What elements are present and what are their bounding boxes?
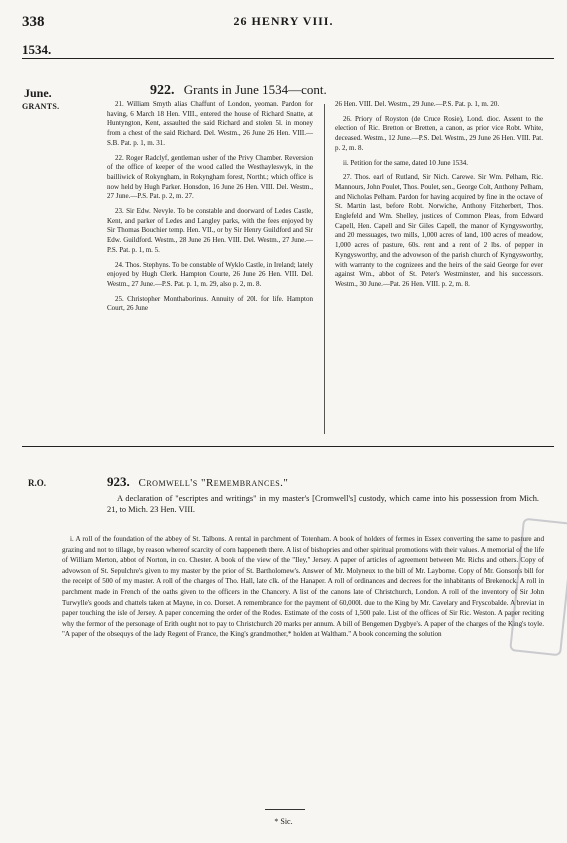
item-25: 25. Christopher Monthaborinus. Annuity of 20l. for life. Hampton Court, 26 June	[107, 294, 313, 313]
entry-923-declaration: A declaration of "escriptes and writings" in my master's [Cromwell's] custody, which came into his possession from Mich. 21, to Mich. 23 Hen. VIII.	[107, 494, 539, 514]
item-26-ii: ii. Petition for the same, dated 10 June 1534.	[343, 158, 469, 167]
entry-923-title: Cromwell's "Remembrances."	[138, 477, 289, 489]
margin-ro: R.O.	[28, 478, 46, 488]
footnote-rule	[265, 809, 305, 810]
margin-year: 1534.	[22, 42, 52, 57]
page-number: 338	[22, 14, 45, 30]
right-column	[335, 100, 543, 295]
entry-923-roll: i. A roll of the foundation of the abbey of St. Talbons. A rental in parchment of Totenham. A book of holders of fermes in Essex converting the same to pasture and grazing and not to tillage, by reason whereof scarcity of corn happeneth there. A list of bishopries and other spiritual promotions with their values. A memorial of the life of William Merton, abbot of Norton, in co. Chester. A book of the view of the "Iley," Jersey. A paper of articles of agreement between Mr. Richs and others. Copy of advowson of St. Sepulchre's given to my master by the prior of St. Bartholomew's. Answer of Mr. Molyneux to the bill of Mr. Layborne. Copy of Mr. Gonson's bill for the receipt of 500 of my master. A roll of the charges of Tho. Hall, late clk. of the Hanaper. A roll of ordinances and decrees for the inhabitants of Brekenock. A roll in parchment made in French of the oaths given to the officers in the Chancery. A list of the canons late of Christchurch, London. A roll of the inventory of Sir John Turwylle's goods and chattels taken at Mayne, in co. Dorset. A remembrance for the payment of 60,000l. due to the King by Mr. Cavelary and Fryscobalde. A breviat in paper touching the isle of Jersey. A paper concerning the order of the Rodes. Estimate of the costs of 1,500 pale. List of the offices of Sir Ric. Weston. A paper reciting why the fermor of the personage of Erith ought not to pay to Christchurch 20 marks per annum. A bill of Bengemen Dygbye's. A paper of the charges of the King's toyle. "A paper of the obsequys of the lady Regent of France, the King's grandmother,* holden at Waltham." A book concerning the solution	[62, 535, 544, 639]
column-divider	[324, 104, 325, 434]
item-23: 23. Sir Edw. Nevyle. To be constable and doorward of Ledes Castle, Kent, and parker of Ledes and Langley parks, with the fees enjoyed by Sir Thomas Bouchier temp. Hen. VII., or by Sir Henry Guildford and Sir Edw. Guildford. Westm., 28 June 26 Hen. VIII. Del. Westm., 27 June.—P.S. Pat. p. 1, m. 5.	[107, 207, 313, 254]
item-27: 27. Thos. earl of Rutland, Sir Nich. Carewe. Sir Wm. Pelham, Ric. Mannours, John Poulet, Thos. Poulet, sen., George Colt, Anthony Pelham, and Nicholas Pelham. Pardon for having acquired by fine in the octave of St. Martin last, before Robt. Norwiche, Anthony Fitzherbert, Thos. Englefeld and Wm. Shelley, justices of Common Pleas, from Edward Capell, Hen. Capell and Sir Giles Capell, the manor of Kyngysworthy, and 20 messuages, two mills, 1,000 acres of land, 100 acres of meadow, 1,000 acres of pasture, 60s. rent and a rent of 2 lbs. of pepper in Kyngysworthy, and the advowson of the parish church of Kyngysworthy, with warranty to the cognizees and the heirs of the said George for ever against Wm., abbot of St. Peter's Westminster, and his successors. Westm., 30 June.—Pat. 26 Hen. VIII. p. 2, m. 8.	[335, 173, 543, 288]
margin-grants: GRANTS.	[22, 102, 60, 111]
item-21: 21. William Smyth alias Chaffunt of London, yeoman. Pardon for having, 6 March 18 Hen. VIII., entered the house of Richard Snatte, at Huntyngton, Kent, assaulted the said Richard and stolen 5l. in money from a chest of the said Richard. Del. Westm., 26 June 26 Hen. VIII.—S.B. Pat. p. 1, m. 31.	[107, 100, 313, 147]
entry-922-title: Grants in June 1534—cont.	[183, 82, 327, 97]
left-column	[107, 100, 313, 319]
entry-923-number: 923.	[107, 474, 130, 489]
item-25-cont: 26 Hen. VIII. Del. Westm., 29 June.—P.S. Pat. p. 1, m. 20.	[335, 100, 500, 108]
entry-923-heading	[107, 474, 288, 490]
running-title: 26 HENRY VIII.	[233, 14, 334, 28]
item-26: 26. Priory of Royston (de Cruce Rosie), Lond. dioc. Assent to the election of Ric. Bretton or Bretten, a canon, as prior vice Robt. White, deceased. Westm., 12 June.—P.S. Del. Westm., 29 June 26 Hen. VIII. Pat. p. 2, m. 8.	[335, 114, 543, 152]
margin-month: June.	[24, 86, 52, 100]
item-24: 24. Thos. Stephyns. To be constable of Wyklo Castle, in Ireland; lately enjoyed by Hugh Clerk. Hampton Courte, 26 June 26 Hen. VIII. Del. Westm., 27 June.—P.S. Pat. p. 1, m. 29, also p. 2, m. 8.	[107, 260, 313, 288]
header-rule	[22, 58, 554, 59]
section-rule	[22, 446, 554, 447]
entry-922-heading	[150, 82, 327, 99]
footnote: * Sic.	[274, 817, 293, 826]
entry-922-number: 922.	[150, 83, 175, 98]
item-22: 22. Roger Radclyf, gentleman usher of the Privy Chamber. Reversion of the office of keeper of the wood called the Westhayleswyk, in the bailliwick of Rokyngham, in Rokyngham forest, Northt.; which office is now held by Hugh Parker. Honsdon, 16 June 26 Hen. VIII. Del. Westm., 27 June.—P.S. Pat. p. 2, m. 27.	[107, 153, 313, 201]
